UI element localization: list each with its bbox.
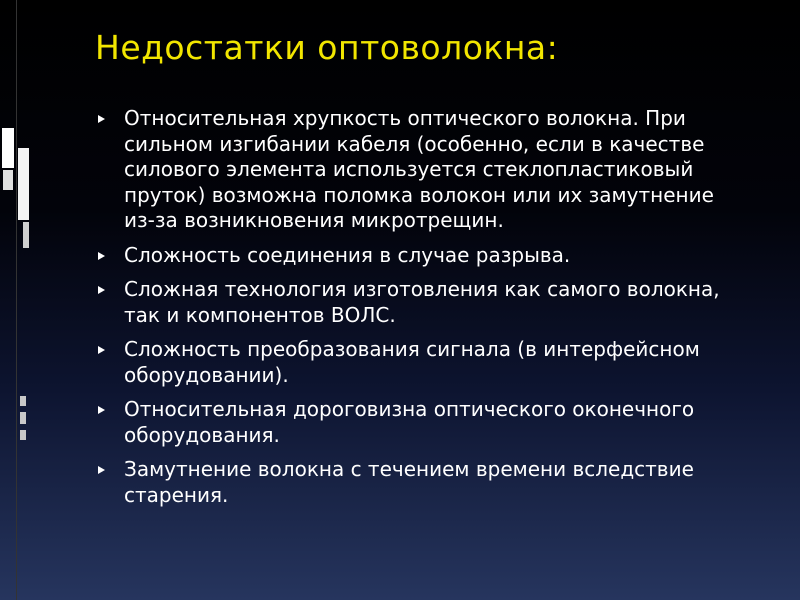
triangle-bullet-icon (98, 466, 105, 474)
bullet-list (96, 106, 746, 517)
bullet-item (96, 106, 746, 234)
bullet-text: Сложная технология изготовления как самого волокна, так и компонентов ВОЛС. (124, 277, 720, 327)
left-decoration (0, 0, 32, 600)
deco-block (20, 412, 26, 424)
deco-stripe (16, 0, 17, 600)
bullet-item (96, 277, 746, 328)
deco-block (23, 222, 29, 248)
bullet-item (96, 457, 746, 508)
triangle-bullet-icon (98, 252, 105, 260)
bullet-item (96, 337, 746, 388)
triangle-bullet-icon (98, 286, 105, 294)
bullet-text: Сложность преобразования сигнала (в интерфейсном оборудовании). (124, 337, 700, 387)
slide-title: Недостатки оптоволокна: (95, 28, 559, 67)
bullet-text: Относительная хрупкость оптического волокна. При сильном изгибании кабеля (особенно, если в качестве силового элемента используется стеклопластиковый пруток) возможна поломка волокон или их замутнение из-за возникновения микротрещин. (124, 106, 714, 232)
bullet-item (96, 243, 746, 269)
deco-block (2, 128, 14, 168)
bullet-text: Замутнение волокна с течением времени вследствие старения. (124, 457, 694, 507)
triangle-bullet-icon (98, 346, 105, 354)
deco-block (18, 148, 29, 220)
bullet-item (96, 397, 746, 448)
deco-block (20, 430, 26, 440)
triangle-bullet-icon (98, 406, 105, 414)
deco-block (3, 170, 13, 190)
bullet-text: Сложность соединения в случае разрыва. (124, 242, 571, 267)
triangle-bullet-icon (98, 115, 105, 123)
bullet-text: Относительная дороговизна оптического оконечного оборудования. (124, 397, 695, 447)
deco-block (20, 396, 26, 406)
